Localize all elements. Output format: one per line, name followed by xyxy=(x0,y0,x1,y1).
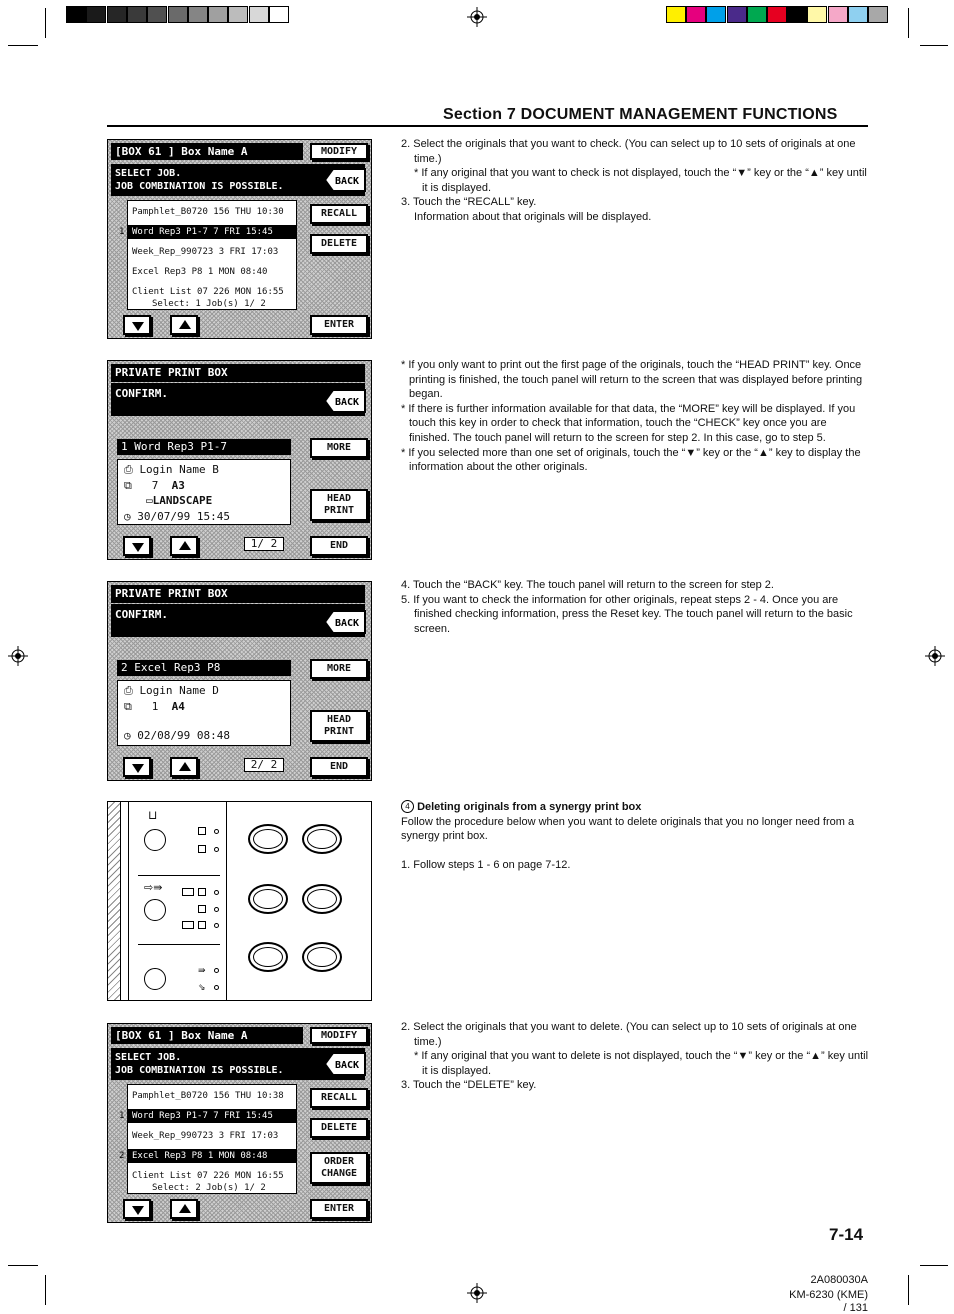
deleting-heading xyxy=(401,800,869,815)
list-item-label: Client List 07 226 MON 16:55 xyxy=(132,1171,284,1181)
box-title-bar: [BOX 61 ] Box Name A xyxy=(111,1027,303,1044)
date-value: 02/08/99 08:48 xyxy=(137,729,230,742)
list-item-label: Pamphlet_B0720 156 THU 10:38 xyxy=(132,1091,284,1101)
list-item-label: Word Rep3 P1-7 7 FRI 15:45 xyxy=(132,1111,273,1121)
list-item-label: Excel Rep3 P8 1 MON 08:48 xyxy=(132,1151,268,1161)
sort-icon: ⇛ xyxy=(198,965,206,975)
scroll-up-button[interactable] xyxy=(170,315,198,335)
text-line: 2. Select the originals that you want to delete. (You can select up to 10 sets of originals at one time.) xyxy=(401,1021,857,1048)
head-print-label-2: PRINT xyxy=(323,726,355,737)
page-indicator: 1/ 2 xyxy=(244,537,284,551)
touch-panel-select-job xyxy=(107,139,372,339)
text-line: 4. Touch the “BACK” key. The touch panel will return to the screen for step 2. xyxy=(401,579,774,591)
back-label: BACK xyxy=(334,1060,360,1071)
output-select-key[interactable] xyxy=(144,899,166,921)
copies-value: 7 xyxy=(151,479,159,492)
color-swatch xyxy=(706,6,726,23)
text-block-steps-2-3 xyxy=(401,137,869,225)
message-line-1: SELECT JOB. xyxy=(115,168,182,179)
down-arrow-icon xyxy=(132,764,144,773)
color-swatch xyxy=(747,6,767,23)
head-print-button[interactable] xyxy=(310,489,368,521)
list-item[interactable] xyxy=(128,265,296,279)
message-line-2: JOB COMBINATION IS POSSIBLE. xyxy=(115,181,284,192)
doc-code: 2A080030A xyxy=(810,1274,868,1286)
delete-button[interactable]: DELETE xyxy=(310,1118,368,1138)
message-line-2: JOB COMBINATION IS POSSIBLE. xyxy=(115,1065,284,1076)
date-value: 30/07/99 15:45 xyxy=(137,510,230,523)
crop-mark xyxy=(920,1265,948,1266)
orientation-indicator-icon xyxy=(198,888,206,896)
gray-swatch xyxy=(127,6,147,23)
date-row xyxy=(124,729,230,742)
scroll-down-button[interactable] xyxy=(123,1199,151,1219)
output-icon: ⇨⇛ xyxy=(144,882,163,894)
text-block-steps-4-5 xyxy=(401,578,869,636)
deleting-paragraph: Follow the procedure below when you want to delete originals that you no longer need from a synergy print box. xyxy=(401,815,855,843)
confirm-bar: CONFIRM. xyxy=(111,383,365,416)
panel-separator xyxy=(138,944,220,945)
gray-swatch xyxy=(107,6,127,23)
confirm-bar: CONFIRM. xyxy=(111,604,365,637)
list-item[interactable] xyxy=(119,225,296,239)
head-print-label-1: HEAD xyxy=(326,493,352,504)
panel-separator xyxy=(138,875,220,876)
page-number: 7-14 xyxy=(829,1225,864,1244)
login-name-text: Login Name D xyxy=(139,684,219,697)
up-arrow-icon xyxy=(179,320,191,329)
color-swatch xyxy=(807,6,827,23)
end-button[interactable]: END xyxy=(310,757,368,777)
login-name-text: Login Name B xyxy=(139,463,219,476)
back-label: BACK xyxy=(334,176,360,187)
list-item[interactable] xyxy=(128,1169,296,1183)
back-button[interactable] xyxy=(323,609,367,635)
text-line: * If any original that you want to check is not displayed, touch the “▼” key or the “▲” key until it is displayed. xyxy=(414,167,867,194)
enter-button[interactable]: ENTER xyxy=(310,1199,368,1219)
list-item[interactable] xyxy=(119,1149,296,1163)
deleting-heading-text: Deleting originals from a synergy print box xyxy=(417,801,642,813)
text-block-notes xyxy=(401,358,869,475)
scroll-up-button[interactable] xyxy=(170,757,198,777)
color-swatch xyxy=(828,6,848,23)
gray-swatch xyxy=(86,6,106,23)
color-swatch xyxy=(848,6,868,23)
list-item[interactable] xyxy=(128,205,296,219)
delete-button[interactable]: DELETE xyxy=(310,234,368,254)
stop-key[interactable] xyxy=(248,942,288,972)
text-line: * If there is further information available for that data, the “MORE” key will be displayed. If you touch this key in order to check that information, touch the “CHECK” key once you are finished. The touch panel will return to the screen for step 2. In this case, go to step 5. xyxy=(401,402,856,444)
orientation-icon: ▭ xyxy=(146,494,153,507)
more-button[interactable]: MORE xyxy=(310,438,368,458)
touch-panel-delete-select xyxy=(107,1023,372,1223)
back-label: BACK xyxy=(334,618,360,629)
down-arrow-icon xyxy=(132,543,144,552)
deleting-step-1: 1. Follow steps 1 - 6 on page 7-12. xyxy=(401,858,571,871)
orientation-indicator-icon xyxy=(182,888,194,896)
paper-size: A4 xyxy=(171,700,185,713)
print-box-key[interactable] xyxy=(302,824,342,854)
modify-button[interactable]: MODIFY xyxy=(310,1027,368,1044)
crop-mark xyxy=(908,8,909,38)
login-name xyxy=(124,463,219,477)
sheet-number: / 131 xyxy=(843,1302,868,1314)
touch-panel-confirm-2 xyxy=(107,581,372,781)
list-item-label: Week_Rep_990723 3 FRI 17:03 xyxy=(132,247,279,257)
text-line: * If you selected more than one set of originals, touch the “▼” key or the “▲” key to display the information about the other originals. xyxy=(401,446,861,474)
gray-swatch xyxy=(188,6,208,23)
energy-saver-key[interactable] xyxy=(302,884,342,914)
more-button[interactable]: MORE xyxy=(310,659,368,679)
clock-icon: ◷ xyxy=(124,510,131,523)
select-count: Select: 1 Job(s) 1/ 2 xyxy=(152,299,266,309)
interrupt-key[interactable] xyxy=(248,884,288,914)
panel-edge-line xyxy=(128,802,129,1000)
section-title: Section 7 DOCUMENT MANAGEMENT FUNCTIONS xyxy=(443,106,838,123)
color-swatch xyxy=(868,6,888,23)
indicator-led xyxy=(214,847,219,852)
modify-button[interactable]: MODIFY xyxy=(310,143,368,160)
registration-mark-icon xyxy=(925,646,945,666)
text-line: 3. Touch the “RECALL” key. xyxy=(401,196,537,209)
crop-mark xyxy=(45,1275,46,1305)
indicator-led xyxy=(214,890,219,895)
user-icon: ⎙ xyxy=(124,684,133,697)
up-arrow-icon xyxy=(179,762,191,771)
list-item-label: Client List 07 226 MON 16:55 xyxy=(132,287,284,297)
text-line: Information about that originals will be displayed. xyxy=(414,210,652,223)
indicator-led xyxy=(214,923,219,928)
indicator-led xyxy=(214,907,219,912)
row-number: 2 xyxy=(119,1151,125,1161)
gray-swatch xyxy=(249,6,269,23)
end-button[interactable]: END xyxy=(310,536,368,556)
job-list xyxy=(119,1084,297,1194)
text-line: 3. Touch the “DELETE” key. xyxy=(401,1079,537,1092)
orientation-indicator-icon xyxy=(198,921,206,929)
finisher-select-key[interactable] xyxy=(144,968,166,990)
private-print-box-bar: PRIVATE PRINT BOX xyxy=(111,364,365,382)
orientation-value: LANDSCAPE xyxy=(152,494,213,507)
gray-swatch xyxy=(168,6,188,23)
copies-icon: ⧉ xyxy=(124,479,132,492)
gray-swatch xyxy=(66,6,86,23)
paper-select-key[interactable] xyxy=(144,829,166,851)
down-arrow-icon xyxy=(132,1206,144,1215)
touch-panel-confirm-1 xyxy=(107,360,372,560)
scroll-up-button[interactable] xyxy=(170,1199,198,1219)
text-line: 5. If you want to check the information for other originals, repeat steps 2 - 4. Once you are finished checking information, press the Reset key. The touch panel will return to the basic screen. xyxy=(401,593,853,635)
back-button[interactable] xyxy=(323,388,367,414)
message-line-1: SELECT JOB. xyxy=(115,1052,182,1063)
text-block-delete-steps xyxy=(401,1020,869,1093)
job-title-bar: 1 Word Rep3 P1-7 xyxy=(117,439,291,455)
operation-panel-illustration xyxy=(107,801,372,1001)
box-title-bar: [BOX 61 ] Box Name A xyxy=(111,143,303,160)
paper-indicator-icon xyxy=(198,827,206,835)
paper-size: A3 xyxy=(171,479,185,492)
color-swatch xyxy=(727,6,747,23)
job-info-box xyxy=(117,680,291,746)
head-print-label-1: HEAD xyxy=(326,714,352,725)
list-item[interactable] xyxy=(128,1129,296,1143)
tray-icon: ⊔ xyxy=(148,808,158,822)
crop-mark xyxy=(908,1275,909,1305)
scroll-down-button[interactable] xyxy=(123,315,151,335)
list-item[interactable] xyxy=(119,1109,296,1123)
color-swatch xyxy=(686,6,706,23)
panel-edge xyxy=(108,802,121,1000)
up-arrow-icon xyxy=(179,541,191,550)
scroll-down-button[interactable] xyxy=(123,536,151,556)
row-number: 1 xyxy=(119,1111,125,1121)
start-key[interactable] xyxy=(302,942,342,972)
model-code: KM-6230 (KME) xyxy=(789,1289,868,1301)
text-line: 2. Select the originals that you want to check. (You can select up to 10 sets of originals at one time.) xyxy=(401,138,856,165)
color-swatch xyxy=(767,6,787,23)
back-label: BACK xyxy=(334,397,360,408)
enter-button[interactable]: ENTER xyxy=(310,315,368,335)
back-button[interactable] xyxy=(323,167,367,193)
scroll-down-button[interactable] xyxy=(123,757,151,777)
orientation-indicator-icon xyxy=(182,921,194,929)
registration-mark-icon xyxy=(467,1283,487,1303)
text-line: * If you only want to print out the first page of the originals, touch the “HEAD PRINT” key. Once printing is finished, the touch panel will return to the screen that was displayed before printing began. xyxy=(401,359,863,401)
recall-button[interactable]: RECALL xyxy=(310,1088,368,1108)
job-title-bar: 2 Excel Rep3 P8 xyxy=(117,660,291,676)
recall-button[interactable]: RECALL xyxy=(310,204,368,224)
select-count: Select: 2 Job(s) 1/ 2 xyxy=(152,1183,266,1193)
text-line: * If any original that you want to delete is not displayed, touch the “▼” key or the “▲” key until it is displayed. xyxy=(414,1050,869,1077)
down-arrow-icon xyxy=(132,322,144,331)
orientation-indicator-icon xyxy=(198,905,206,913)
paper-indicator-icon xyxy=(198,845,206,853)
step-number-badge: 4 xyxy=(401,800,414,813)
scroll-up-button[interactable] xyxy=(170,536,198,556)
copies-row xyxy=(124,700,185,714)
list-item-label: Pamphlet_B0720 156 THU 10:30 xyxy=(132,207,284,217)
registration-mark-icon xyxy=(8,646,28,666)
list-item-label: Excel Rep3 P8 1 MON 08:40 xyxy=(132,267,268,277)
order-change-button[interactable] xyxy=(310,1152,368,1184)
document-management-key[interactable] xyxy=(248,824,288,854)
order-change-label-1: ORDER xyxy=(323,1156,355,1167)
gray-swatch xyxy=(228,6,248,23)
job-info-box xyxy=(117,459,291,525)
user-icon: ⎙ xyxy=(124,463,133,476)
crop-mark xyxy=(45,8,46,38)
gray-swatch xyxy=(269,6,289,23)
private-print-box-bar: PRIVATE PRINT BOX xyxy=(111,585,365,603)
copies-row xyxy=(124,479,185,493)
clock-icon: ◷ xyxy=(124,729,131,742)
text-block-deleting xyxy=(401,800,869,872)
staple-icon: ⇘ xyxy=(198,982,206,992)
list-item[interactable] xyxy=(128,1089,296,1103)
copies-value: 1 xyxy=(151,700,159,713)
registration-mark-icon xyxy=(467,7,487,27)
panel-divider xyxy=(226,802,227,1000)
indicator-led xyxy=(214,985,219,990)
gray-swatch xyxy=(147,6,167,23)
date-row xyxy=(124,510,230,523)
head-print-label-2: PRINT xyxy=(323,505,355,516)
crop-mark xyxy=(8,1265,38,1266)
color-swatch xyxy=(787,6,807,23)
up-arrow-icon xyxy=(179,1204,191,1213)
color-swatch xyxy=(666,6,686,23)
page-indicator: 2/ 2 xyxy=(244,758,284,772)
login-name xyxy=(124,684,219,698)
crop-mark xyxy=(8,45,38,46)
head-print-button[interactable] xyxy=(310,710,368,742)
section-rule xyxy=(107,125,868,127)
list-item-label: Week_Rep_990723 3 FRI 17:03 xyxy=(132,1131,279,1141)
row-number: 1 xyxy=(119,227,125,237)
gray-swatch xyxy=(208,6,228,23)
indicator-led xyxy=(214,829,219,834)
list-item[interactable] xyxy=(128,245,296,259)
back-button[interactable] xyxy=(323,1051,367,1077)
list-item-label: Word Rep3 P1-7 7 FRI 15:45 xyxy=(132,227,273,237)
job-list xyxy=(119,200,297,310)
orientation-row xyxy=(146,494,212,507)
crop-mark xyxy=(920,45,948,46)
list-item[interactable] xyxy=(128,285,296,299)
order-change-label-2: CHANGE xyxy=(320,1168,358,1179)
indicator-led xyxy=(214,968,219,973)
copies-icon: ⧉ xyxy=(124,700,132,713)
